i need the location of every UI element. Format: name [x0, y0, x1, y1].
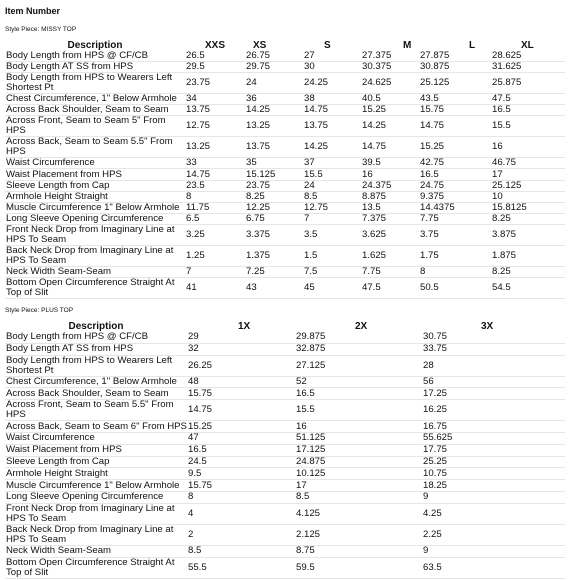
- measurement-value: 55.625: [422, 432, 565, 444]
- measurement-value: 14.25: [303, 137, 361, 158]
- measurement-value: 55.5: [187, 557, 295, 578]
- measurement-value: 7: [185, 266, 245, 277]
- table-row: [5, 332, 565, 343]
- measurement-value: 6.5: [185, 213, 245, 224]
- measurement-value: 8.875: [361, 191, 419, 202]
- measurement-value: 10.75: [422, 468, 565, 480]
- measurement-value: 17.75: [422, 444, 565, 456]
- table-row: [5, 158, 565, 169]
- measurement-label: Neck Width Seam-Seam: [5, 266, 185, 277]
- measurement-value: 3.5: [303, 224, 361, 245]
- column-header: XS: [253, 40, 267, 51]
- measurement-label: Across Back, Seam to Seam 6" From HPS: [6, 420, 187, 432]
- table-row: [5, 213, 565, 224]
- measurement-label: Across Front, Seam to Seam 5" From HPS: [5, 116, 185, 137]
- measurement-value: 9: [422, 491, 565, 503]
- measurement-value: 15.75: [187, 480, 295, 492]
- table-row: [5, 169, 565, 180]
- measurement-value: 16.5: [491, 105, 565, 116]
- measurement-value: 25.125: [491, 180, 565, 191]
- measurement-value: 9.5: [187, 468, 295, 480]
- measurement-value: 48: [187, 376, 295, 388]
- measurement-value: 33.75: [422, 343, 565, 355]
- column-header: Description: [67, 40, 123, 51]
- measurement-value: 13.5: [361, 202, 419, 213]
- measurement-value: 15.8125: [491, 202, 565, 213]
- measurement-value: 16.75: [422, 421, 565, 433]
- measurement-value: 15.75: [419, 105, 491, 116]
- column-header: L: [469, 40, 476, 51]
- measurement-value: 17.125: [295, 444, 422, 456]
- measurement-label: Muscle Circumference 1" Below Armhole: [5, 202, 185, 213]
- table-row: [5, 468, 565, 480]
- measurement-value: 6.75: [245, 213, 303, 224]
- measurement-value: 32.875: [295, 343, 422, 355]
- measurement-value: 38: [303, 94, 361, 105]
- measurement-value: 15.75: [187, 388, 295, 400]
- measurement-value: 13.25: [185, 137, 245, 158]
- measurement-value: 24.5: [187, 456, 295, 468]
- measurement-label: Muscle Circumference 1" Below Armhole: [5, 480, 187, 492]
- measurement-value: 10: [491, 191, 565, 202]
- measurement-label: Sleeve Length from Cap: [5, 180, 185, 191]
- measurement-value: 30.875: [419, 62, 491, 73]
- table-header-row: [5, 319, 565, 332]
- measurement-value: 14.4375: [419, 202, 491, 213]
- measurement-value: 15.5: [303, 169, 361, 180]
- measurement-value: 42.75: [419, 158, 491, 169]
- measurement-value: 7.25: [245, 266, 303, 277]
- measurement-value: 8.25: [491, 266, 565, 277]
- measurement-value: 9: [422, 545, 565, 557]
- measurement-value: 1.25: [185, 245, 245, 266]
- measurement-label: Across Front, Seam to Seam 5.5" From HPS: [5, 400, 187, 421]
- measurement-label: Across Back Shoulder, Seam to Seam: [5, 388, 187, 400]
- measurement-value: 4.25: [422, 503, 565, 524]
- table-row: [5, 432, 565, 444]
- measurement-value: 25.875: [491, 73, 565, 94]
- measurement-value: 16.5: [419, 169, 491, 180]
- measurement-value: 7.75: [419, 213, 491, 224]
- table-row: [5, 444, 565, 456]
- column-header: 3X: [481, 321, 494, 332]
- table-row: [5, 355, 565, 376]
- measurement-value: 17: [491, 169, 565, 180]
- measurement-value: 13.25: [245, 116, 303, 137]
- item-number-heading: Item Number: [5, 6, 61, 16]
- measurement-value: 32: [187, 343, 295, 355]
- measurement-value: 15.125: [245, 169, 303, 180]
- measurement-value: 15.5: [295, 400, 422, 421]
- measurement-value: 15.25: [361, 105, 419, 116]
- table-row: [5, 278, 565, 299]
- table-header-row: [5, 38, 565, 51]
- measurement-value: 2: [187, 524, 295, 545]
- measurement-label: Long Sleeve Opening Circumference: [5, 491, 187, 503]
- table-row: [5, 376, 565, 388]
- table-row: [5, 421, 565, 433]
- measurement-value: 17.25: [422, 388, 565, 400]
- measurement-value: 8.25: [491, 213, 565, 224]
- style-piece-missy: Style Piece: MISSY TOP: [5, 26, 77, 33]
- measurement-label: Back Neck Drop from Imaginary Line at HPS To Seam: [5, 524, 187, 545]
- measurement-value: 43: [245, 278, 303, 299]
- table-row: [5, 180, 565, 191]
- measurement-value: 35: [245, 158, 303, 169]
- measurement-value: 12.25: [245, 202, 303, 213]
- measurement-value: 30.75: [422, 332, 565, 343]
- measurement-label: Long Sleeve Opening Circumference: [5, 213, 185, 224]
- table-row: [5, 73, 565, 94]
- measurement-value: 25.125: [419, 73, 491, 94]
- measurement-value: 3.875: [491, 224, 565, 245]
- measurement-value: 14.75: [303, 105, 361, 116]
- measurement-value: 10.125: [295, 468, 422, 480]
- measurement-value: 8: [185, 191, 245, 202]
- table-row: [5, 51, 565, 62]
- measurement-value: 26.25: [187, 355, 295, 376]
- table-row: [5, 456, 565, 468]
- measurement-value: 8.5: [187, 545, 295, 557]
- column-header: 1X: [238, 321, 251, 332]
- measurement-value: 1.625: [361, 245, 419, 266]
- table-row: [5, 266, 565, 277]
- measurement-value: 1.875: [491, 245, 565, 266]
- measurement-value: 23.75: [245, 180, 303, 191]
- measurement-value: 27.125: [295, 355, 422, 376]
- measurement-value: 16: [361, 169, 419, 180]
- measurement-value: 7: [303, 213, 361, 224]
- table-row: [5, 388, 565, 400]
- measurement-value: 16: [491, 137, 565, 158]
- measurement-value: 59.5: [295, 557, 422, 578]
- table-row: [5, 116, 565, 137]
- table-row: [5, 557, 565, 578]
- table-row: [5, 94, 565, 105]
- measurement-value: 3.375: [245, 224, 303, 245]
- table-row: [5, 245, 565, 266]
- measurement-label: Back Neck Drop from Imaginary Line at HPS To Seam: [5, 245, 185, 266]
- measurement-value: 1.5: [303, 245, 361, 266]
- measurement-value: 36: [245, 94, 303, 105]
- measurement-value: 56: [422, 376, 565, 388]
- measurement-value: 14.75: [187, 400, 295, 421]
- measurement-value: 45: [303, 278, 361, 299]
- measurement-value: 28: [422, 355, 565, 376]
- measurement-value: 27: [303, 51, 361, 62]
- measurement-value: 17: [295, 480, 422, 492]
- measurement-value: 24.875: [295, 456, 422, 468]
- measurement-value: 14.75: [419, 116, 491, 137]
- measurement-label: Waist Placement from HPS: [5, 169, 185, 180]
- measurement-value: 30: [303, 62, 361, 73]
- measurement-value: 8.5: [303, 191, 361, 202]
- measurement-value: 15.25: [419, 137, 491, 158]
- measurement-label: Chest Circumference, 1" Below Armhole: [5, 376, 187, 388]
- table-row: [5, 137, 565, 158]
- measurement-value: 8.5: [295, 491, 422, 503]
- measurement-label: Body Length from HPS to Wearers Left Shortest Pt: [5, 73, 185, 94]
- measurement-label: Sleeve Length from Cap: [5, 456, 187, 468]
- measurement-value: 4: [187, 503, 295, 524]
- measurement-value: 29: [187, 332, 295, 343]
- measurement-value: 40.5: [361, 94, 419, 105]
- measurement-value: 12.75: [185, 116, 245, 137]
- table-row: [5, 491, 565, 503]
- measurement-value: 1.75: [419, 245, 491, 266]
- measurement-value: 24.625: [361, 73, 419, 94]
- measurement-value: 11.75: [185, 202, 245, 213]
- measurement-value: 23.5: [185, 180, 245, 191]
- table-row: [5, 400, 565, 421]
- measurement-value: 29.5: [185, 62, 245, 73]
- table-row: [5, 191, 565, 202]
- measurement-value: 31.625: [491, 62, 565, 73]
- measurement-value: 25.25: [422, 456, 565, 468]
- table-row: [5, 202, 565, 213]
- plus-size-table: [5, 319, 565, 579]
- measurement-value: 12.75: [303, 202, 361, 213]
- measurement-value: 29.875: [295, 332, 422, 343]
- measurement-value: 26.75: [245, 51, 303, 62]
- measurement-value: 9.375: [419, 191, 491, 202]
- column-header: XL: [521, 40, 534, 51]
- table-row: [5, 224, 565, 245]
- measurement-value: 14.75: [361, 137, 419, 158]
- measurement-value: 8: [187, 491, 295, 503]
- measurement-label: Body Length from HPS to Wearers Left Shortest Pt: [5, 355, 187, 376]
- measurement-value: 34: [185, 94, 245, 105]
- measurement-value: 33: [185, 158, 245, 169]
- column-header: S: [324, 40, 331, 51]
- measurement-value: 46.75: [491, 158, 565, 169]
- measurement-value: 27.375: [361, 51, 419, 62]
- measurement-label: Body Length AT SS from HPS: [5, 62, 185, 73]
- measurement-value: 13.75: [303, 116, 361, 137]
- measurement-label: Waist Circumference: [5, 158, 185, 169]
- measurement-label: Body Length AT SS from HPS: [5, 343, 187, 355]
- column-header: XXS: [205, 40, 226, 51]
- column-header: 2X: [355, 321, 368, 332]
- table-row: [5, 480, 565, 492]
- measurement-value: 14.25: [361, 116, 419, 137]
- measurement-value: 54.5: [491, 278, 565, 299]
- measurement-value: 2.125: [295, 524, 422, 545]
- measurement-value: 47: [187, 432, 295, 444]
- missy-size-table: [5, 38, 565, 299]
- measurement-value: 3.25: [185, 224, 245, 245]
- measurement-value: 30.375: [361, 62, 419, 73]
- measurement-value: 28.625: [491, 51, 565, 62]
- measurement-value: 1.375: [245, 245, 303, 266]
- measurement-value: 13.75: [185, 105, 245, 116]
- measurement-value: 63.5: [422, 557, 565, 578]
- measurement-value: 26.5: [185, 51, 245, 62]
- measurement-value: 16.5: [187, 444, 295, 456]
- table-row: [5, 62, 565, 73]
- measurement-value: 24.375: [361, 180, 419, 191]
- measurement-value: 27.875: [419, 51, 491, 62]
- measurement-value: 14.75: [185, 169, 245, 180]
- measurement-value: 16.5: [295, 388, 422, 400]
- measurement-value: 3.625: [361, 224, 419, 245]
- measurement-label: Chest Circumference, 1" Below Armhole: [5, 94, 185, 105]
- measurement-value: 47.5: [361, 278, 419, 299]
- measurement-value: 3.75: [419, 224, 491, 245]
- style-piece-plus: Style Piece: PLUS TOP: [5, 307, 74, 314]
- measurement-label: Front Neck Drop from Imaginary Line at HPS To Seam: [5, 503, 187, 524]
- measurement-value: 7.5: [303, 266, 361, 277]
- measurement-value: 41: [185, 278, 245, 299]
- measurement-value: 43.5: [419, 94, 491, 105]
- measurement-label: Across Back, Seam to Seam 5.5" From HPS: [5, 137, 185, 158]
- measurement-value: 18.25: [422, 480, 565, 492]
- table-row: [5, 343, 565, 355]
- measurement-label: Armhole Height Straight: [5, 468, 187, 480]
- measurement-value: 7.375: [361, 213, 419, 224]
- measurement-value: 14.25: [245, 105, 303, 116]
- column-header: Description: [68, 321, 124, 332]
- measurement-value: 24: [303, 180, 361, 191]
- measurement-value: 16: [295, 421, 422, 433]
- measurement-value: 13.75: [245, 137, 303, 158]
- measurement-value: 24: [245, 73, 303, 94]
- measurement-value: 23.75: [185, 73, 245, 94]
- measurement-label: Front Neck Drop from Imaginary Line at HPS To Seam: [5, 224, 185, 245]
- measurement-value: 8: [419, 266, 491, 277]
- measurement-value: 4.125: [295, 503, 422, 524]
- measurement-value: 24.75: [419, 180, 491, 191]
- measurement-value: 15.5: [491, 116, 565, 137]
- measurement-label: Bottom Open Circumference Straight At Top of Slit: [5, 557, 187, 578]
- measurement-value: 24.25: [303, 73, 361, 94]
- measurement-label: Across Back Shoulder, Seam to Seam: [5, 105, 185, 116]
- measurement-value: 47.5: [491, 94, 565, 105]
- measurement-value: 39.5: [361, 158, 419, 169]
- measurement-label: Waist Circumference: [5, 432, 187, 444]
- measurement-label: Bottom Open Circumference Straight At Top of Slit: [5, 278, 185, 299]
- table-row: [5, 503, 565, 524]
- measurement-value: 2.25: [422, 524, 565, 545]
- measurement-value: 8.25: [245, 191, 303, 202]
- measurement-label: Neck Width Seam-Seam: [5, 545, 187, 557]
- measurement-label: Waist Placement from HPS: [5, 444, 187, 456]
- measurement-value: 16.25: [422, 400, 565, 421]
- column-header: M: [403, 40, 412, 51]
- measurement-value: 50.5: [419, 278, 491, 299]
- measurement-value: 7.75: [361, 266, 419, 277]
- measurement-label: Body Length from HPS @ CF/CB: [5, 51, 185, 62]
- table-row: [5, 105, 565, 116]
- measurement-value: 29.75: [245, 62, 303, 73]
- measurement-label: Armhole Height Straight: [5, 191, 185, 202]
- measurement-value: 37: [303, 158, 361, 169]
- table-row: [5, 524, 565, 545]
- measurement-value: 8.75: [295, 545, 422, 557]
- measurement-value: 51.125: [295, 432, 422, 444]
- table-row: [5, 545, 565, 557]
- measurement-value: 52: [295, 376, 422, 388]
- measurement-value: 15.25: [187, 421, 295, 433]
- measurement-label: Body Length from HPS @ CF/CB: [5, 332, 187, 343]
